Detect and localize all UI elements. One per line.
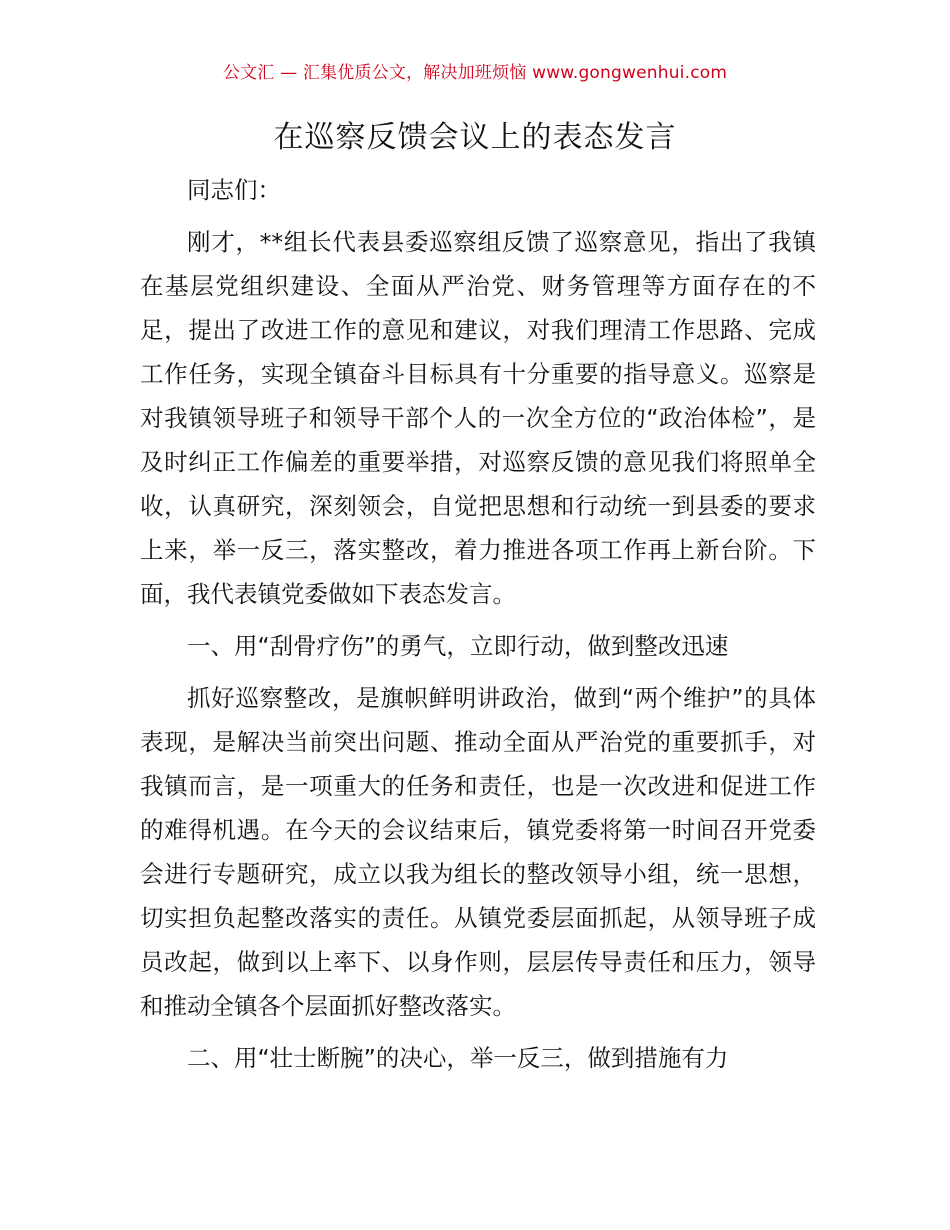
paragraph-section-1: 抓好巡察整改，是旗帜鲜明讲政治，做到“两个维护”的具体表现，是解决当前突出问题、推动全面从严治党的重要抓手，对我镇而言，是一项重大的任务和责任，也是一次改进和促进工作的难得机遇。在今天的会议结束后，镇党委将第一时间召开党委会进行专题研究，成立以我为组长的整改领导小组，统一思想，切实担负起整改落实的责任。从镇党委层面抓起，从领导班子成员改起，做到以上率下、以身作则，层层传导责任和压力，领导和推动全镇各个层面抓好整改落实。 bbox=[140, 684, 816, 1020]
section-heading-1: 一、用“刮骨疗伤”的勇气，立即行动，做到整改迅速 bbox=[187, 632, 729, 660]
watermark-header: 公文汇 — 汇集优质公文，解决加班烦恼 www.gongwenhui.com bbox=[222, 63, 728, 83]
page-title: 在巡察反馈会议上的表态发言 bbox=[273, 120, 677, 155]
section-heading-2: 二、用“壮士断腕”的决心，举一反三，做到措施有力 bbox=[187, 1044, 729, 1072]
greeting: 同志们： bbox=[187, 176, 281, 204]
document-body bbox=[140, 168, 816, 1080]
paragraph-intro: 刚才，**组长代表县委巡察组反馈了巡察意见，指出了我镇在基层党组织建设、全面从严治党、财务管理等方面存在的不足，提出了改进工作的意见和建议，对我们理清工作思路、完成工作任务，实现全镇奋斗目标具有十分重要的指导意义。巡察是对我镇领导班子和领导干部个人的一次全方位的“政治体检”，是及时纠正工作偏差的重要举措，对巡察反馈的意见我们将照单全收，认真研究，深刻领会，自觉把思想和行动统一到县委的要求上来，举一反三，落实整改，着力推进各项工作再上新台阶。下面，我代表镇党委做如下表态发言。 bbox=[140, 228, 816, 608]
